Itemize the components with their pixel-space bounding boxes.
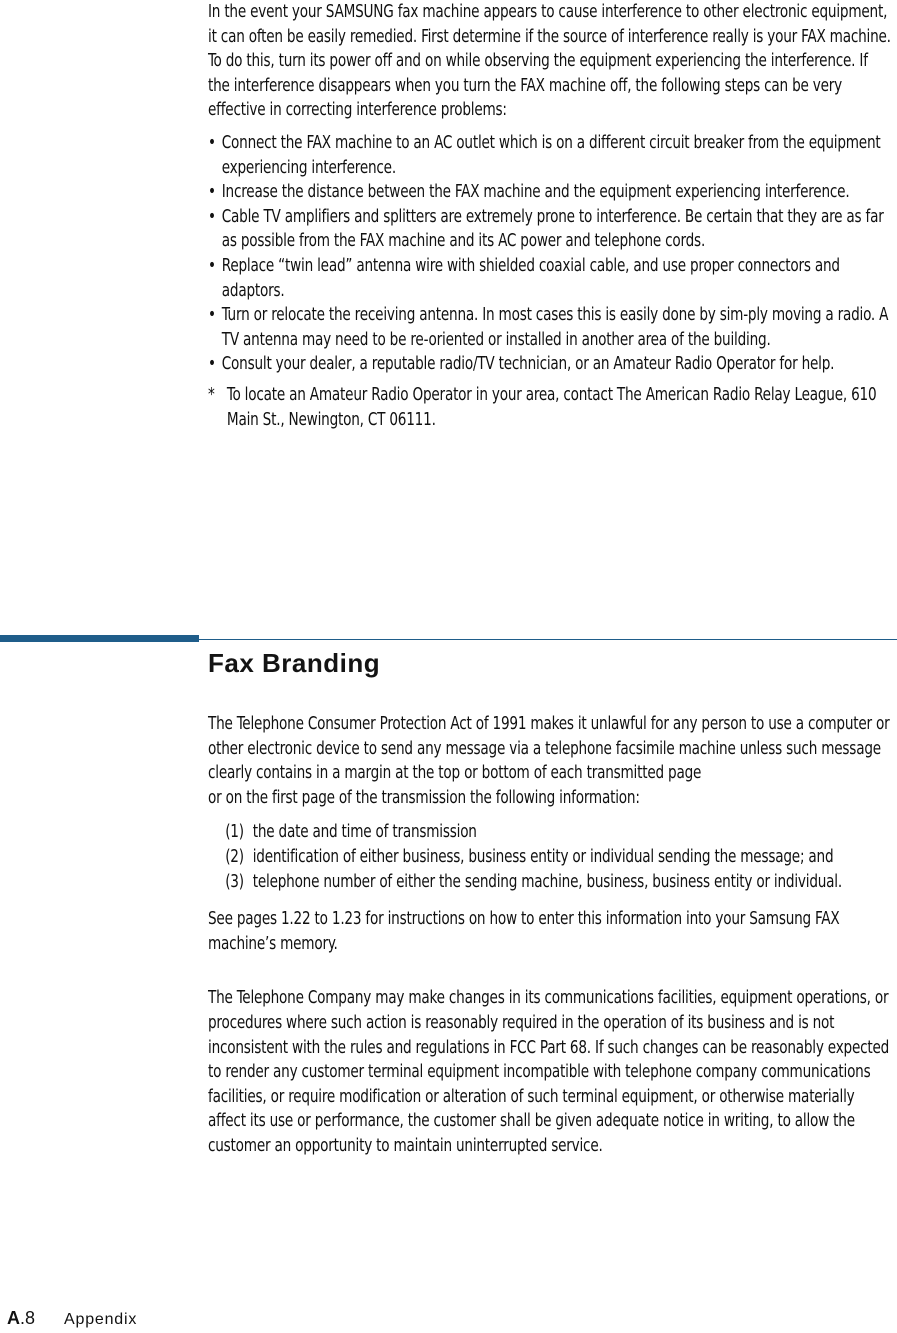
list-item bbox=[225, 845, 892, 870]
item-number: (2) bbox=[225, 846, 244, 867]
list-item bbox=[208, 352, 892, 377]
item-number: (3) bbox=[225, 871, 244, 892]
required-info-list bbox=[208, 820, 892, 894]
list-item bbox=[208, 254, 892, 303]
bullet-icon: • bbox=[208, 354, 216, 375]
page-letter: A bbox=[7, 1308, 20, 1328]
note-text: To locate an Amateur Radio Operator in your area, contact The American Radio Relay League, 610 Main St., Newington, CT 06111. bbox=[226, 384, 877, 430]
list-item-text: Turn or relocate the receiving antenna. In most cases this is easily done by sim-ply moving a radio. A TV antenna may need to be re-oriented or installed in another area of the building. bbox=[221, 305, 889, 350]
list-item-text: Connect the FAX machine to an AC outlet which is on a different circuit breaker from the equipment experiencing interference. bbox=[221, 132, 881, 178]
tcpa-paragraph: The Telephone Consumer Protection Act of 1991 makes it unlawful for any person to use a computer or other electronic device to send any message via a telephone facsimile machine unless such message clearly contains in a margin at the top or bottom of each transmitted page bbox=[208, 714, 890, 784]
telephone-company-paragraph: The Telephone Company may make changes in its communications facilities, equipment operations, or procedures where such action is reasonably required in the operation of its business and is not inconsistent with the rules and regulations in FCC Part 68. If such changes can be reasonably expected to render any customer terminal equipment incompatible with telephone company communications facilities, or require modification or alteration of such terminal equipment, or otherwise materially affect its use or performance, the customer shall be given adequate notice in writing, to allow the customer an opportunity to maintain uninterrupted service. bbox=[208, 988, 890, 1156]
section-title: Fax Branding bbox=[208, 648, 381, 678]
see-pages-paragraph: See pages 1.22 to 1.23 for instructions on how to enter this information into your Samsung FAX machine’s memory. bbox=[208, 909, 840, 954]
list-item-text: telephone number of either the sending machine, business, business entity or individual. bbox=[252, 871, 842, 892]
footer-label: Appendix bbox=[64, 1311, 138, 1328]
page-footer bbox=[7, 1308, 137, 1329]
list-item bbox=[225, 870, 892, 895]
fax-branding-section bbox=[208, 712, 892, 1159]
section-rule bbox=[199, 639, 897, 640]
list-item bbox=[208, 180, 892, 205]
amateur-radio-note bbox=[208, 383, 892, 432]
list-item bbox=[225, 820, 892, 845]
list-item bbox=[208, 131, 892, 180]
list-item-text: identification of either business, business entity or individual sending the message; and bbox=[252, 846, 834, 867]
page-number: .8 bbox=[20, 1308, 36, 1328]
interference-section bbox=[208, 0, 892, 432]
list-item-text: Cable TV amplifiers and splitters are extremely prone to interference. Be certain that they are as far as possible from the FAX machine and its AC power and telephone cords. bbox=[221, 206, 884, 252]
bullet-icon: • bbox=[208, 206, 216, 227]
bullet-icon: • bbox=[208, 255, 216, 276]
list-item-text: Replace “twin lead” antenna wire with shielded coaxial cable, and use proper connectors and adaptors. bbox=[221, 255, 840, 301]
bullet-icon: • bbox=[208, 305, 216, 326]
remedy-list bbox=[208, 131, 892, 377]
item-number: (1) bbox=[225, 822, 244, 843]
intro-paragraph: In the event your SAMSUNG fax machine appears to cause interference to other electronic equipment, it can often be easily remedied. First determine if the source of interference really is your FAX machine. To do this, turn its power off and on while observing the equipment experiencing the interference. If the interference disappears when you turn the FAX machine off, the following steps can be very effective in correcting interference problems: bbox=[208, 2, 891, 121]
asterisk-icon: * bbox=[208, 384, 215, 405]
bullet-icon: • bbox=[208, 182, 216, 203]
tcpa-paragraph-continued: or on the first page of the transmission the following information: bbox=[208, 787, 640, 808]
bullet-icon: • bbox=[208, 132, 216, 153]
list-item bbox=[208, 205, 892, 254]
list-item-text: Consult your dealer, a reputable radio/TV technician, or an Amateur Radio Operator for help. bbox=[221, 354, 835, 375]
section-rule-accent bbox=[0, 635, 199, 642]
list-item-text: Increase the distance between the FAX machine and the equipment experiencing interference. bbox=[221, 182, 850, 203]
list-item-text: the date and time of transmission bbox=[252, 822, 477, 843]
list-item bbox=[208, 303, 892, 352]
